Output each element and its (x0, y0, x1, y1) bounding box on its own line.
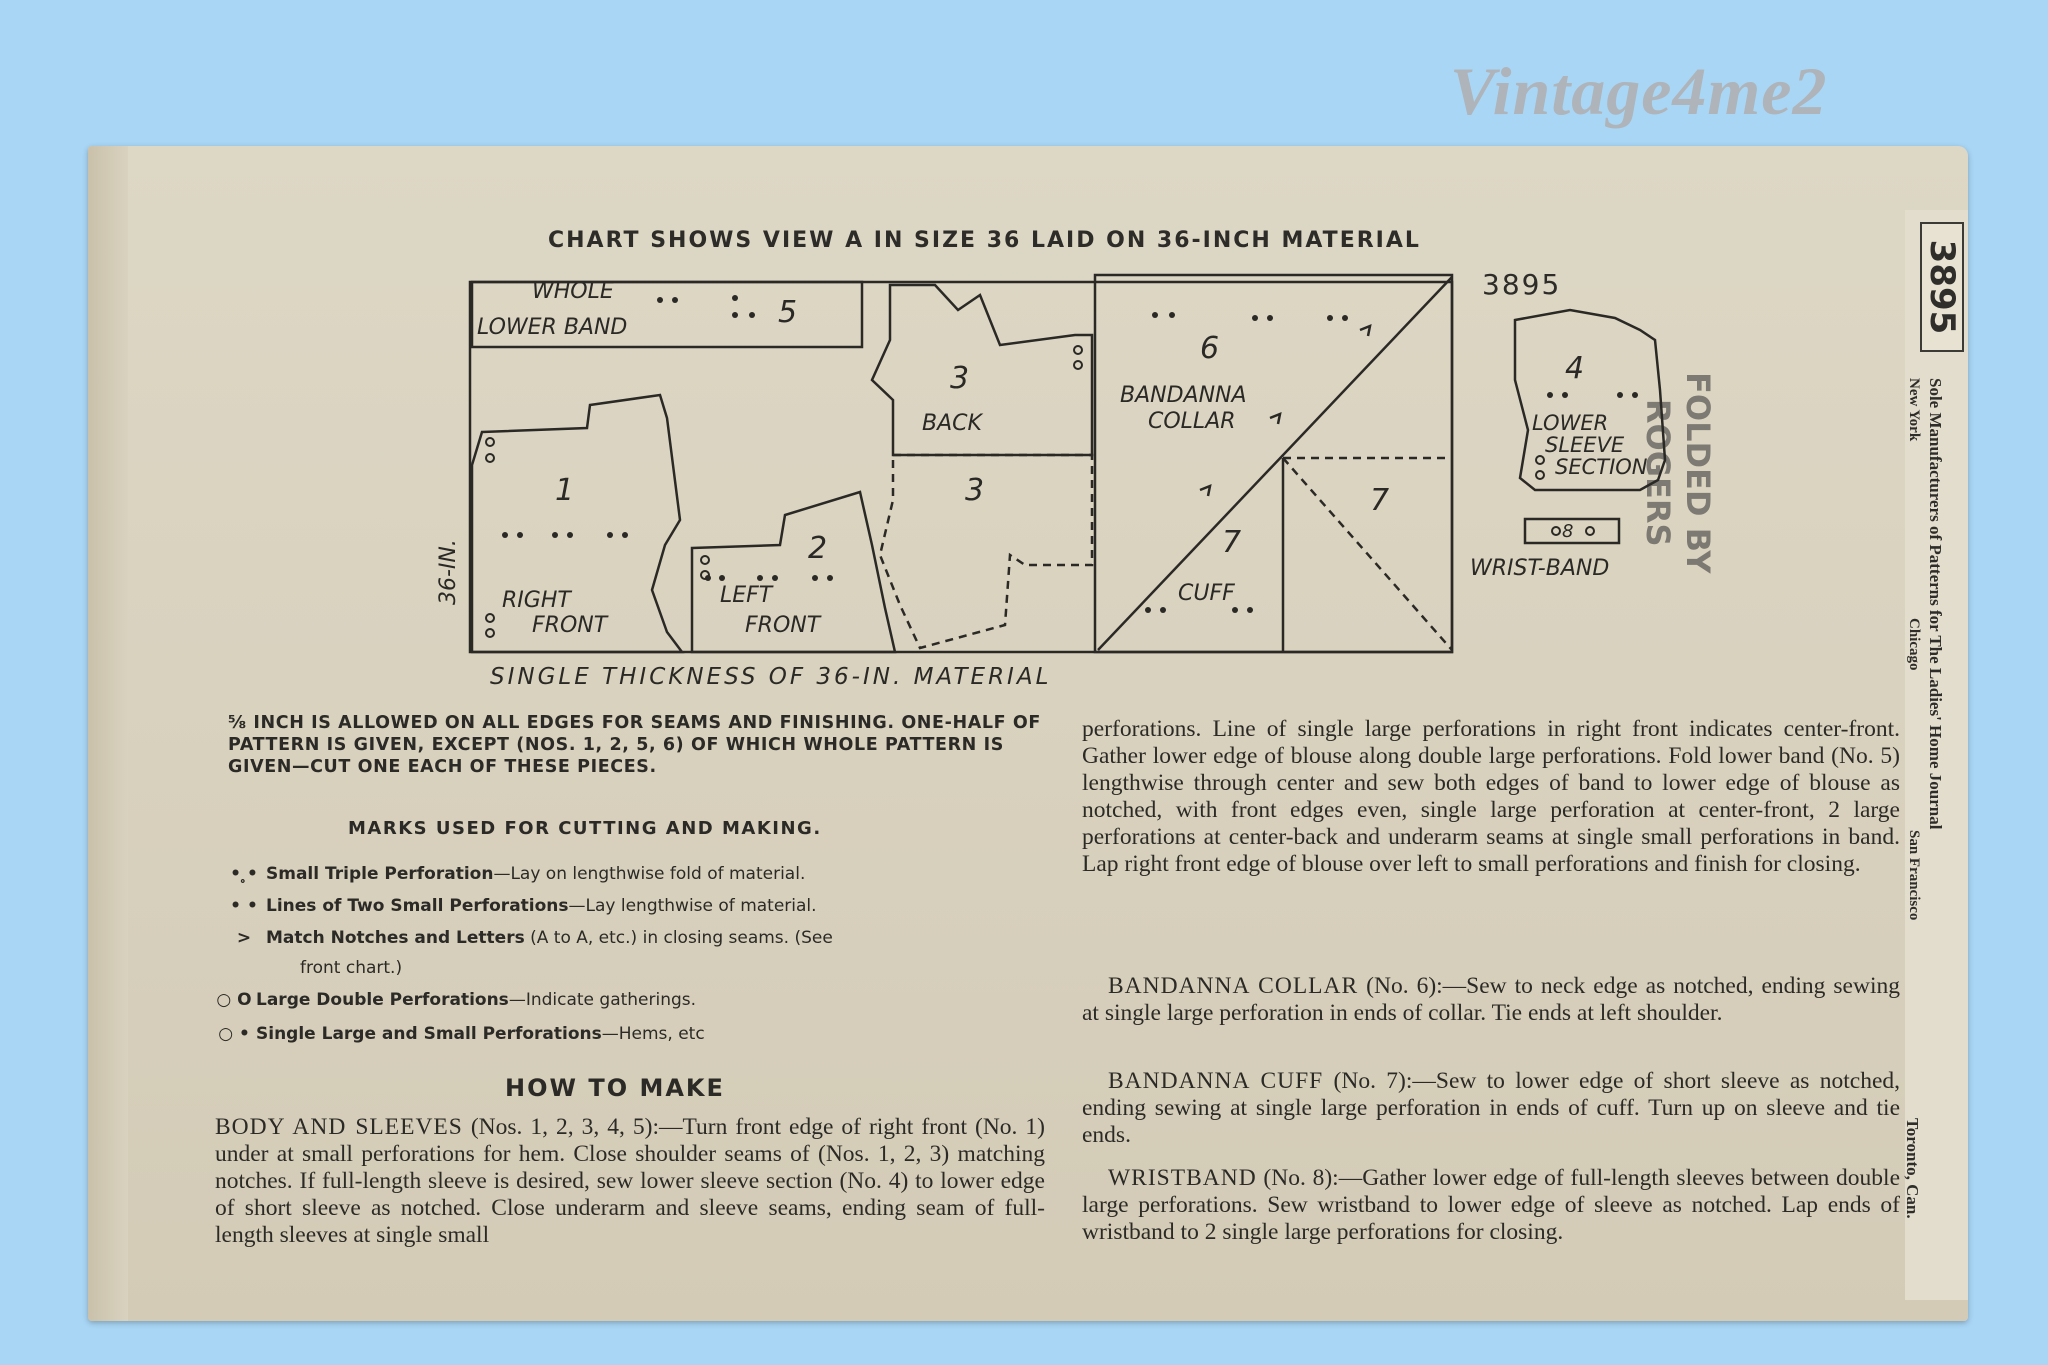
piece-3-lower-fold (880, 455, 1092, 648)
perforation-icon: • • (230, 896, 258, 916)
pattern-number: 3895 (1482, 268, 1562, 301)
label-back: BACK (922, 411, 982, 436)
label-cuff: CUFF (1178, 581, 1235, 606)
label-piece-1: 1 (555, 473, 575, 508)
label-front-right: FRONT (532, 613, 608, 638)
label-piece-7-cuff: 7 (1222, 525, 1242, 560)
body-and-sleeves-instructions: BODY AND SLEEVES (Nos. 1, 2, 3, 4, 5):—Turn front edge of right front (No. 1) under at small perforations for hem. Close shoulder seams of (Nos. 1, 2, 3) matching notches. If full-length sleeve is desired, sew lower sleeve section (No. 4) to lower edge of short sleeve as notched. Close underarm and sleeve seams, ending seam of full-length sleeves at single small (215, 1114, 1045, 1248)
mark-row-2: • • Lines of Two Small Perforations—Lay lengthwise of material. (222, 896, 817, 916)
label-piece-3-lower: 3 (965, 473, 985, 508)
single-perforation-icon: ○ • (218, 1024, 250, 1044)
label-section: SECTION (1555, 455, 1648, 479)
double-perforation-icon: ○ O (216, 990, 252, 1010)
label-right: RIGHT (502, 588, 571, 613)
how-to-make-heading: HOW TO MAKE (505, 1074, 725, 1102)
label-36-in: 36-IN. (436, 539, 461, 605)
label-collar: COLLAR (1148, 409, 1236, 434)
seam-allowance-note: ⅝ INCH IS ALLOWED ON ALL EDGES FOR SEAMS AND FINISHING. ONE-HALF OF PATTERN IS GIVEN, EXCEPT (NOS. 1, 2, 5, 6) OF WHICH WHOLE PATTERN IS GIVEN—CUT ONE EACH OF THESE PIECES. (228, 713, 1041, 777)
label-lower: LOWER (1532, 411, 1609, 435)
pattern-number-tab-text: 3895 (1922, 239, 1962, 335)
manufacturer-city-chicago: Chicago (1906, 618, 1922, 671)
manufacturer-city-toronto: Toronto, Can. (1903, 1118, 1922, 1219)
chart-title: CHART SHOWS VIEW A IN SIZE 36 LAID ON 36-INCH MATERIAL (548, 228, 1421, 253)
label-piece-3: 3 (950, 361, 970, 396)
label-piece-8: 8 (1562, 521, 1574, 542)
stamp-line-1: FOLDED BY (1679, 372, 1717, 574)
mark-row-4: ○ O Large Double Perforations—Indicate gatherings. (212, 990, 696, 1010)
label-sleeve: SLEEVE (1545, 433, 1625, 457)
wristband-instructions: WRISTBAND (No. 8):—Gather lower edge of full-length sleeves between double large perforations. Sew wristband to lower edge of sleeve as notched. Lap ends of wristband to 2 single large perforations for closing. (1082, 1165, 1900, 1245)
manufacturer-line: Sole Manufacturers of Patterns for The Ladies' Home Journal (1926, 378, 1945, 830)
label-front-left: FRONT (745, 613, 821, 638)
label-piece-4: 4 (1565, 351, 1585, 386)
label-piece-5: 5 (778, 295, 798, 330)
notch-icon: > (236, 928, 252, 948)
bandanna-collar-instructions: BANDANNA COLLAR (No. 6):—Sew to neck edge as notched, ending sewing at single large perforation in ends of collar. Tie ends at left shoulder. (1082, 973, 1900, 1026)
label-whole: WHOLE (532, 279, 614, 304)
label-piece-7: 7 (1370, 483, 1390, 518)
label-bandanna: BANDANNA (1120, 383, 1247, 408)
bandanna-cuff-instructions: BANDANNA CUFF (No. 7):—Sew to lower edge of short sleeve as notched, ending sewing at single large perforation in ends of cuff. Turn up on sleeve and tie ends. (1082, 1068, 1900, 1148)
label-piece-2: 2 (808, 531, 828, 566)
mark-row-1: • ̥• Small Triple Perforation—Lay on lengthwise fold of material. (222, 864, 805, 884)
manufacturer-city-newyork: New York (1906, 378, 1922, 442)
mark-row-5: ○ • Single Large and Small Perforations—Hems, etc (212, 1024, 705, 1044)
mark-row-3-cont: front chart.) (300, 958, 403, 978)
label-piece-6: 6 (1200, 331, 1220, 366)
marks-heading: MARKS USED FOR CUTTING AND MAKING. (348, 818, 822, 839)
piece-3-back (872, 285, 1092, 455)
manufacturer-city-sanfrancisco: San Francisco (1906, 830, 1922, 921)
continued-instructions: perforations. Line of single large perforations in right front indicates center-front. Gather lower edge of blouse along double large perforations. Fold lower band (No. 5) lengthwise through center and sew both edges of band to lower edge of blouse as notched, with front edges even, single large perforation at center-front, 2 large perforations at center-back and underarm seams at single small perforations in band. Lap right front edge of blouse over left to small perforations and finish for closing. (1082, 716, 1900, 877)
label-wrist-band: WRIST-BAND (1470, 556, 1610, 581)
perforation-icon: • ̥• (230, 864, 258, 884)
label-single-thickness: SINGLE THICKNESS OF 36-IN. MATERIAL (490, 664, 1052, 690)
label-lower-band: LOWER BAND (477, 315, 628, 340)
label-left: LEFT (720, 583, 773, 608)
bandanna-diagonal (1098, 277, 1452, 650)
mark-row-3: > Match Notches and Letters (A to A, etc.) in closing seams. (See (222, 928, 833, 948)
stamp-line-2: ROGERS (1639, 398, 1677, 547)
watermark: Vintage4me2 (1450, 53, 1828, 129)
